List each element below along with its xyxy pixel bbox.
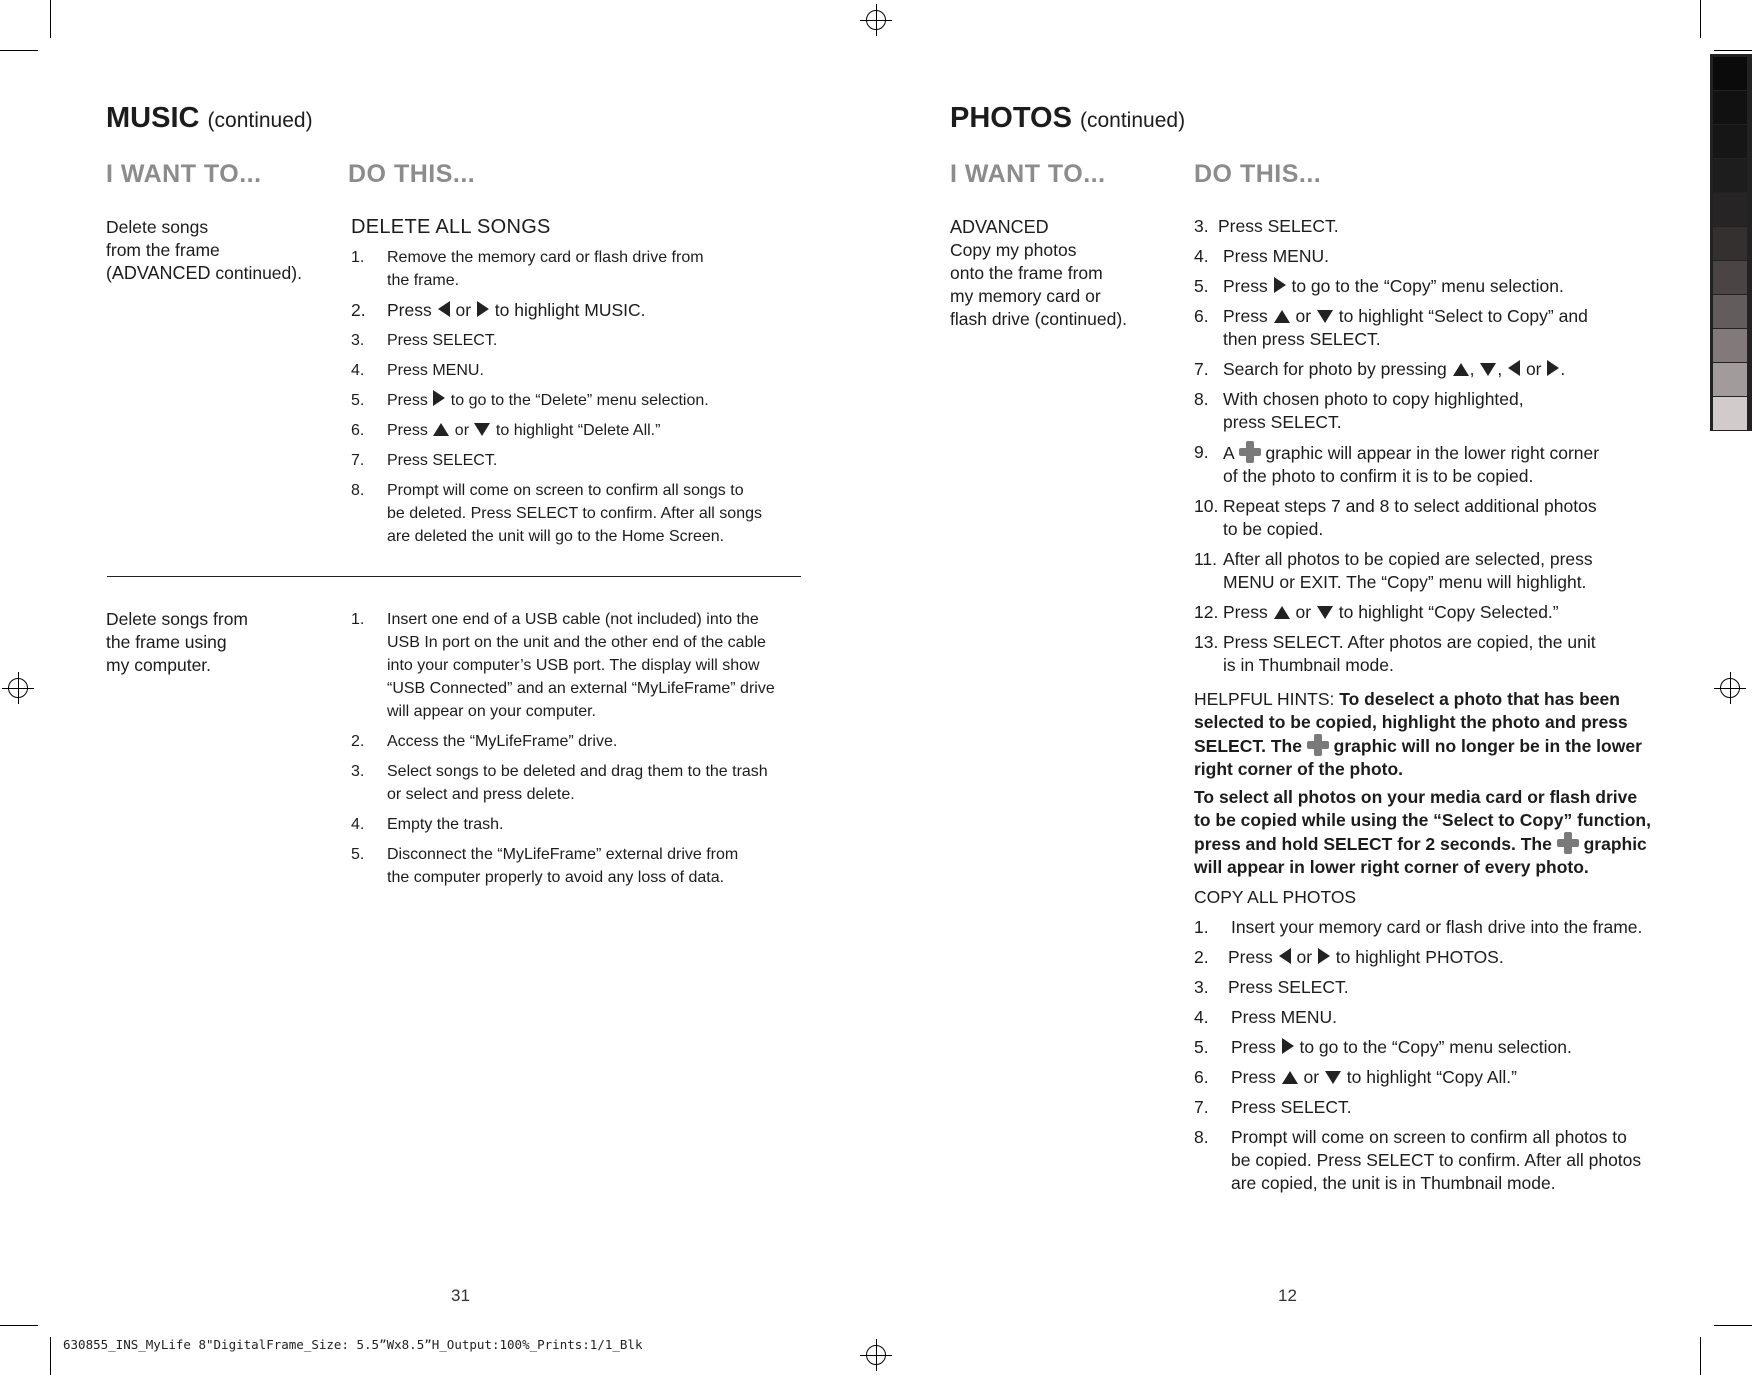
step: 8. Prompt will come on screen to confirm all songs to be deleted. Press SELECT to confirm. After all songs are deleted the unit will go to the Home Screen.	[351, 482, 762, 545]
color-swatch	[1713, 159, 1747, 192]
plus-icon	[1239, 441, 1261, 463]
step: 5. Press to go to the “Copy” menu selection.	[1194, 276, 1564, 296]
color-swatch	[1713, 363, 1747, 396]
helpful-hints-label: HELPFUL HINTS:	[1194, 689, 1335, 709]
step: 4. Press MENU.	[1194, 246, 1329, 266]
select-copy-steps	[1194, 215, 1664, 684]
section-name: PHOTOS	[950, 102, 1072, 134]
down-arrow-icon	[1480, 363, 1496, 376]
plus-icon	[1307, 734, 1329, 756]
want-line: from the frame	[106, 240, 220, 260]
up-arrow-icon	[1274, 606, 1290, 619]
advanced-label: ADVANCED	[111, 263, 211, 283]
col-header-do: DO THIS...	[348, 160, 476, 188]
step: 4. Press MENU.	[1194, 1007, 1337, 1027]
col-header-want: I WANT TO...	[106, 160, 262, 188]
step: 4. Empty the trash.	[351, 816, 504, 833]
up-arrow-icon	[1453, 363, 1469, 376]
step: 12. Press or to highlight “Copy Selected.”	[1194, 602, 1559, 622]
step: 3. Press SELECT.	[351, 332, 498, 349]
left-arrow-icon	[438, 301, 450, 317]
color-swatch	[1713, 227, 1747, 260]
left-arrow-icon	[1508, 360, 1520, 376]
up-arrow-icon	[433, 423, 449, 436]
step: 1. Insert your memory card or flash drive into the frame.	[1194, 917, 1643, 937]
step: 2. Press or to highlight PHOTOS.	[1194, 947, 1504, 967]
down-arrow-icon	[474, 423, 490, 436]
right-arrow-icon	[1282, 1038, 1294, 1054]
section-suffix: (continued)	[207, 109, 313, 132]
print-slug: 630855_INS_MyLife 8"DigitalFrame_Size: 5.5”Wx8.5”H_Output:100%_Prints:1/1_Blk	[63, 1337, 643, 1352]
step: 13. Press SELECT. After photos are copied, the unit is in Thumbnail mode.	[1194, 632, 1596, 675]
delete-all-songs-heading: DELETE ALL SONGS	[351, 216, 551, 238]
step: 5. Disconnect the “MyLifeFrame” external drive from the computer properly to avoid any loss of data.	[351, 846, 739, 886]
helpful-hint-select-all: To select all photos on your media card or flash drive to be copied while using the “Select to Copy” function, press and hold SELECT for 2 seconds. The graphic will appear in lower right corner of every photo.	[1194, 787, 1651, 877]
step: 11. After all photos to be copied are selected, press MENU or EXIT. The “Copy” menu will highlight.	[1194, 549, 1593, 592]
left-arrow-icon	[1279, 948, 1291, 964]
step: 6. Press or to highlight “Delete All.”	[351, 422, 661, 439]
delete-all-songs-steps	[351, 246, 811, 555]
step: 6. Press or to highlight “Copy All.”	[1194, 1067, 1517, 1087]
advanced-label: ADVANCED	[950, 217, 1049, 237]
want-line: (ADVANCED continued).	[106, 263, 302, 283]
step: 5. Press to go to the “Delete” menu selection.	[351, 392, 709, 409]
up-arrow-icon	[1274, 310, 1290, 323]
registration-mark-right	[1714, 672, 1746, 704]
color-swatch	[1713, 295, 1747, 328]
step: 3. Press SELECT.	[1194, 977, 1349, 997]
step: 2. Access the “MyLifeFrame” drive.	[351, 733, 618, 750]
want-line: my computer.	[106, 655, 212, 675]
want-line: flash drive (continued).	[950, 309, 1128, 329]
right-arrow-icon	[1547, 360, 1559, 376]
step: 3. Select songs to be deleted and drag them to the trash or select and press delete.	[351, 763, 768, 803]
plus-icon	[1557, 832, 1579, 854]
step: 4. Press MENU.	[351, 362, 484, 379]
copy-all-photos-steps	[1194, 916, 1674, 1202]
color-swatch-strip	[1710, 54, 1752, 431]
step: 1. Insert one end of a USB cable (not included) into the USB In port on the unit and the other end of the cable into your computer’s USB port. The display will show “USB Connected” and an external “MyLifeFrame” drive will appear on your computer.	[351, 611, 775, 720]
step: 10. Repeat steps 7 and 8 to select additional photos to be copied.	[1194, 496, 1597, 539]
registration-mark-bottom	[860, 1339, 892, 1371]
right-arrow-icon	[1318, 948, 1330, 964]
col-header-want: I WANT TO...	[950, 160, 1106, 188]
want-line: the frame using	[106, 632, 227, 652]
color-swatch	[1713, 397, 1747, 430]
want-line: Copy my photos	[950, 240, 1077, 260]
page-number-left: 31	[451, 1286, 470, 1305]
music-section-title	[106, 102, 313, 135]
section-name: MUSIC	[106, 102, 200, 134]
color-swatch	[1713, 125, 1747, 158]
section-divider	[107, 576, 801, 577]
right-arrow-icon	[1274, 277, 1286, 293]
step: 7. Search for photo by pressing , , or .	[1194, 359, 1566, 379]
section-suffix: (continued)	[1080, 109, 1186, 132]
want-line: Delete songs	[106, 217, 209, 237]
step: 5. Press to go to the “Copy” menu selection.	[1194, 1037, 1572, 1057]
color-swatch	[1713, 57, 1747, 90]
step: 6. Press or to highlight “Select to Copy” and then press SELECT.	[1194, 306, 1588, 349]
want-line: my memory card or	[950, 286, 1101, 306]
registration-mark-left	[2, 672, 34, 704]
helpful-hint-deselect: HELPFUL HINTS: To deselect a photo that has been selected to be copied, highlight the photo and press SELECT. The graphic will no longer be in the lower right corner of the photo.	[1194, 689, 1642, 779]
up-arrow-icon	[1282, 1071, 1298, 1084]
page-number-right: 12	[1278, 1286, 1297, 1305]
col-header-do: DO THIS...	[1194, 160, 1322, 188]
step: 8. Prompt will come on screen to confirm all photos to be copied. Press SELECT to confirm. After all photos are copied, the unit is in Thumbnail mode.	[1194, 1127, 1642, 1193]
delete-via-computer-steps	[351, 608, 821, 896]
down-arrow-icon	[1317, 310, 1333, 323]
photos-section-title	[950, 102, 1185, 135]
want-delete-songs-computer	[106, 608, 248, 677]
step: 7. Press SELECT.	[1194, 1097, 1352, 1117]
copy-all-photos-heading: COPY ALL PHOTOS	[1194, 887, 1357, 907]
step: 3. Press SELECT.	[1194, 216, 1339, 236]
color-swatch	[1713, 193, 1747, 226]
registration-mark-top	[860, 4, 892, 36]
step: 2. Press or to highlight MUSIC.	[351, 300, 646, 320]
want-line: Delete songs from	[106, 609, 249, 629]
down-arrow-icon	[1317, 606, 1333, 619]
step: 9. A graphic will appear in the lower right corner of the photo to confirm it is to be copied.	[1194, 442, 1600, 486]
step: 8. With chosen photo to copy highlighted, press SELECT.	[1194, 389, 1524, 432]
color-swatch	[1713, 91, 1747, 124]
step: 1. Remove the memory card or flash drive from the frame.	[351, 249, 704, 289]
down-arrow-icon	[1325, 1071, 1341, 1084]
color-swatch	[1713, 329, 1747, 362]
right-arrow-icon	[477, 301, 489, 317]
want-copy-photos	[950, 216, 1127, 331]
want-delete-songs-frame	[106, 216, 302, 285]
right-arrow-icon	[433, 390, 445, 406]
color-swatch	[1713, 261, 1747, 294]
want-line: onto the frame from	[950, 263, 1103, 283]
step: 7. Press SELECT.	[351, 452, 498, 469]
